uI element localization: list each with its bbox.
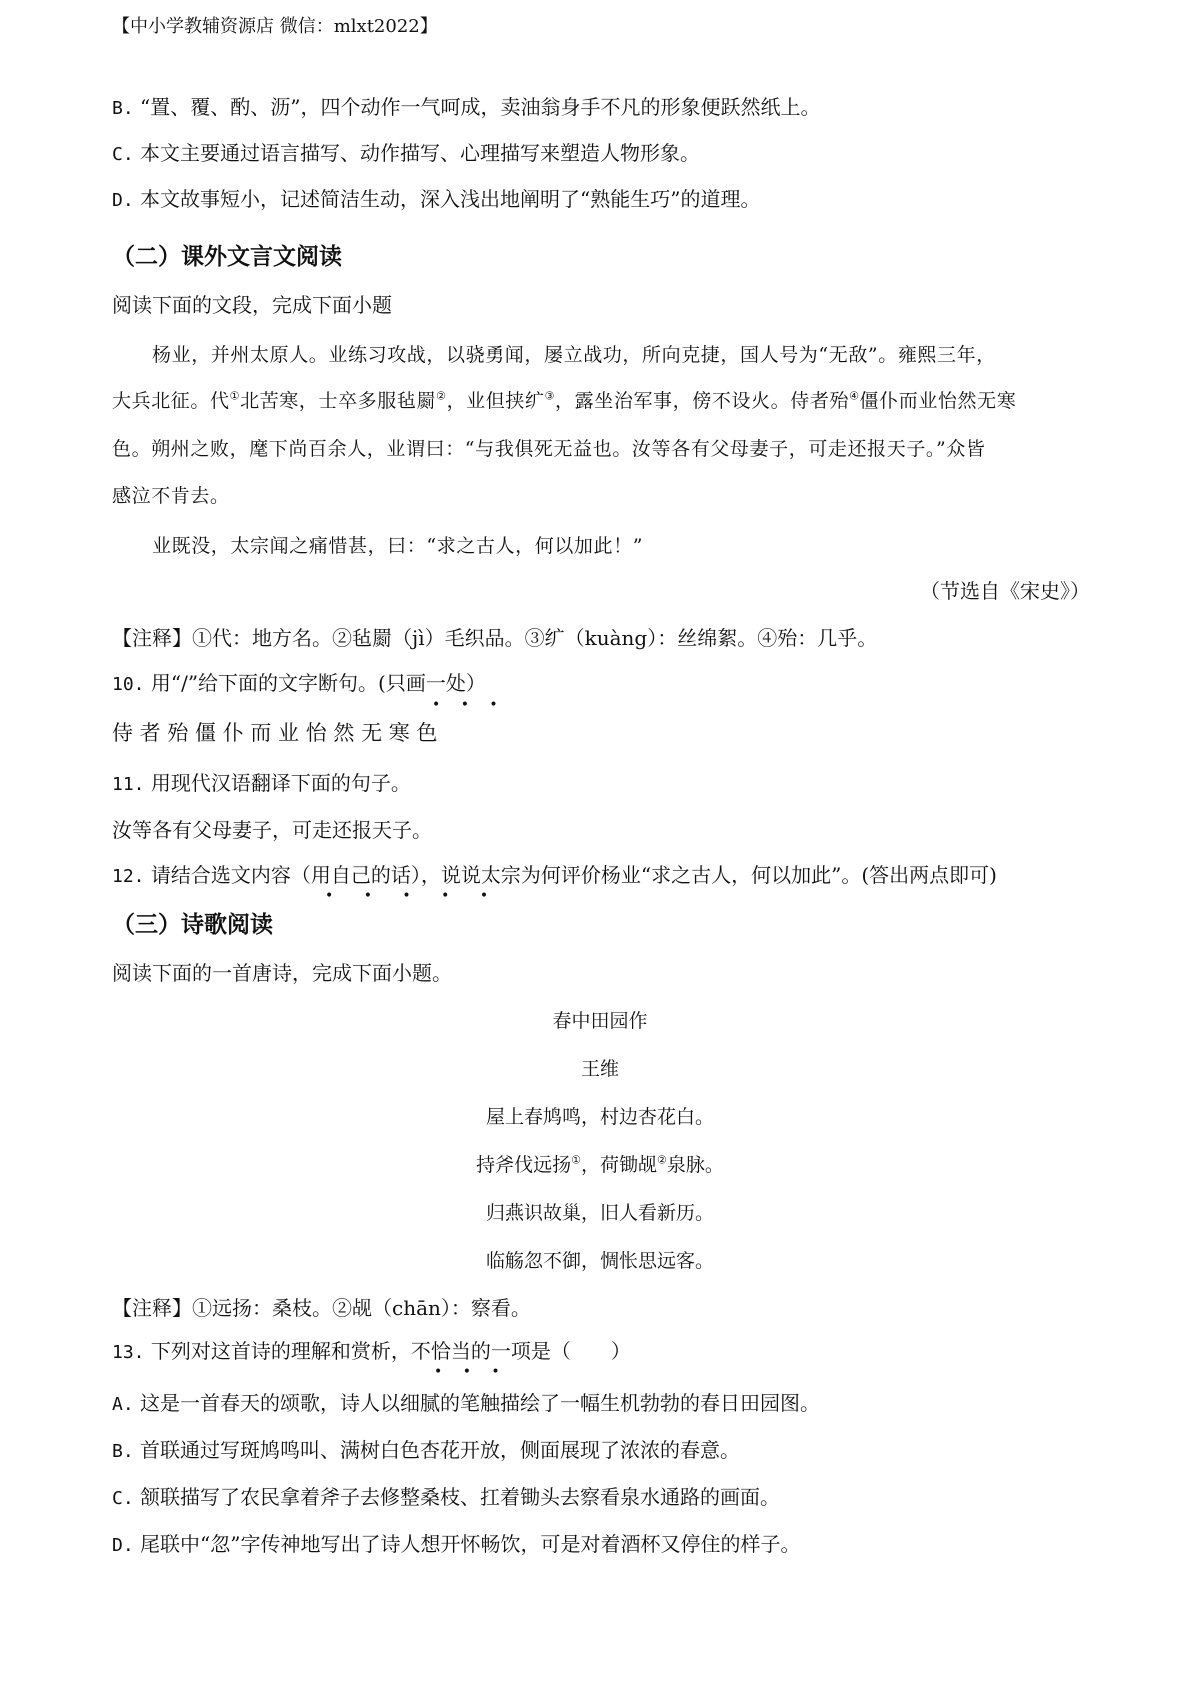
passage-line: 杨业，并州太原人。业练习攻战，以骁勇闻，屡立战功，所向克捷，国人号为“无敌”。雍熙三年， <box>152 344 996 366</box>
section-instruction: 阅读下面的文段，完成下面小题 <box>112 293 392 317</box>
note-ref: ③ <box>544 389 556 403</box>
option-d <box>112 1531 801 1559</box>
note-ref: ① <box>571 1153 581 1167</box>
option-d <box>112 186 761 214</box>
note-ref: ② <box>657 1153 667 1167</box>
question-13 <box>112 1338 631 1366</box>
question-10 <box>112 670 486 698</box>
option-letter: A. <box>112 1394 134 1415</box>
question-11 <box>112 770 411 798</box>
poem-text: 泉脉。 <box>666 1154 724 1176</box>
poem-line <box>0 1152 1200 1178</box>
option-letter: C. <box>112 1488 134 1509</box>
question-text: 请结合选文内容（用自己的话），说说太宗为何评价杨业“求之古人，何以加此”。(答出两点即可) <box>150 863 997 887</box>
question-10-sentence: 侍 者 殆 僵 仆 而 业 怡 然 无 寒 色 <box>112 721 438 745</box>
option-text: 这是一首春天的颂歌，诗人以细腻的笔触描绘了一幅生机勃勃的春日田园图。 <box>140 1391 821 1415</box>
question-text: 下列对这首诗的理解和赏析，不恰当的一项是（ ） <box>150 1339 631 1363</box>
passage-text: 北苦寒，士卒多服毡罽 <box>240 390 437 412</box>
option-text: 本文故事短小，记述简洁生动，深入浅出地阐明了“熟能生巧”的道理。 <box>140 187 761 211</box>
question-text: 用“/”给下面的文字断句。(只画一处） <box>150 671 486 695</box>
passage-line: 色。朔州之败，麾下尚百余人，业谓曰：“与我俱死无益也。汝等各有父母妻子，可走还报天子。”众皆 <box>112 438 986 460</box>
question-number: 11. <box>112 774 145 795</box>
option-letter: C. <box>112 144 134 165</box>
note-ref: ④ <box>849 389 860 403</box>
option-b <box>112 94 821 122</box>
option-c <box>112 140 700 168</box>
question-text: 用现代汉语翻译下面的句子。 <box>150 771 411 795</box>
passage-line <box>112 388 1016 414</box>
option-b <box>112 1437 740 1465</box>
question-number: 13. <box>112 1342 145 1363</box>
passage-text: 大兵北征。代 <box>112 390 230 412</box>
emphasis-marks: • • • • • <box>325 888 502 904</box>
question-12 <box>112 862 997 890</box>
passage-source: （节选自《宋史》） <box>920 579 1090 603</box>
poem-author: 王维 <box>580 1058 619 1080</box>
emphasis-marks: • • • <box>432 697 506 713</box>
passage-text: 僵仆而业怡然无寒 <box>859 390 1017 412</box>
option-c <box>112 1484 780 1512</box>
notes: 【注释】①代：地方名。②毡罽（jì）毛织品。③纩（kuàng）：丝绵絮。④殆：几乎。 <box>112 626 878 650</box>
option-text: 颔联描写了农民拿着斧子去修整桑枝、扛着锄头去察看泉水通路的画面。 <box>140 1485 781 1509</box>
question-number: 12. <box>112 866 145 887</box>
option-letter: D. <box>112 1535 134 1556</box>
option-letter: D. <box>112 190 134 211</box>
page-header: 【中小学教辅资源店 微信：mlxt2022】 <box>112 16 438 37</box>
question-number: 10. <box>112 674 145 695</box>
option-letter: B. <box>112 98 134 119</box>
option-text: 首联通过写斑鸠鸣叫、满树白色杏花开放，侧面展现了浓浓的春意。 <box>140 1438 741 1462</box>
poem-text: 持斧伐远扬 <box>476 1154 572 1176</box>
passage-line: 业既没，太宗闻之痛惜甚，曰：“求之古人，何以加此！” <box>152 535 644 557</box>
notes: 【注释】①远扬：桑枝。②觇（chān）：察看。 <box>112 1296 531 1320</box>
section-title: （三）诗歌阅读 <box>112 912 273 938</box>
option-text: 本文主要通过语言描写、动作描写、心理描写来塑造人物形象。 <box>140 141 701 165</box>
poem-line: 归燕识故巢，旧人看新历。 <box>485 1202 714 1224</box>
section-title: （二）课外文言文阅读 <box>112 244 342 270</box>
section-instruction: 阅读下面的一首唐诗，完成下面小题。 <box>112 961 452 985</box>
option-text: “置、覆、酌、沥”，四个动作一气呵成，卖油翁身手不凡的形象便跃然纸上。 <box>140 95 821 119</box>
question-11-sentence: 汝等各有父母妻子，可走还报天子。 <box>112 818 432 842</box>
poem-line: 临觞忽不御，惆怅思远客。 <box>485 1250 714 1272</box>
option-letter: B. <box>112 1441 134 1462</box>
option-text: 尾联中“忽”字传神地写出了诗人想开怀畅饮，可是对着酒杯又停住的样子。 <box>140 1532 801 1556</box>
poem-text: ，荷锄觇 <box>580 1154 657 1176</box>
poem-title: 春中田园作 <box>552 1010 648 1032</box>
passage-line: 感泣不肯去。 <box>112 485 230 507</box>
passage-text: ，露坐治军事，傍不设火。侍者殆 <box>555 390 850 412</box>
passage-text: ，业但挟纩 <box>446 390 545 412</box>
poem-line: 屋上春鸠鸣，村边杏花白。 <box>485 1106 714 1128</box>
emphasis-marks: • • • <box>434 1364 508 1380</box>
note-ref: ② <box>436 389 447 403</box>
note-ref: ① <box>229 389 241 403</box>
option-a <box>112 1390 820 1418</box>
